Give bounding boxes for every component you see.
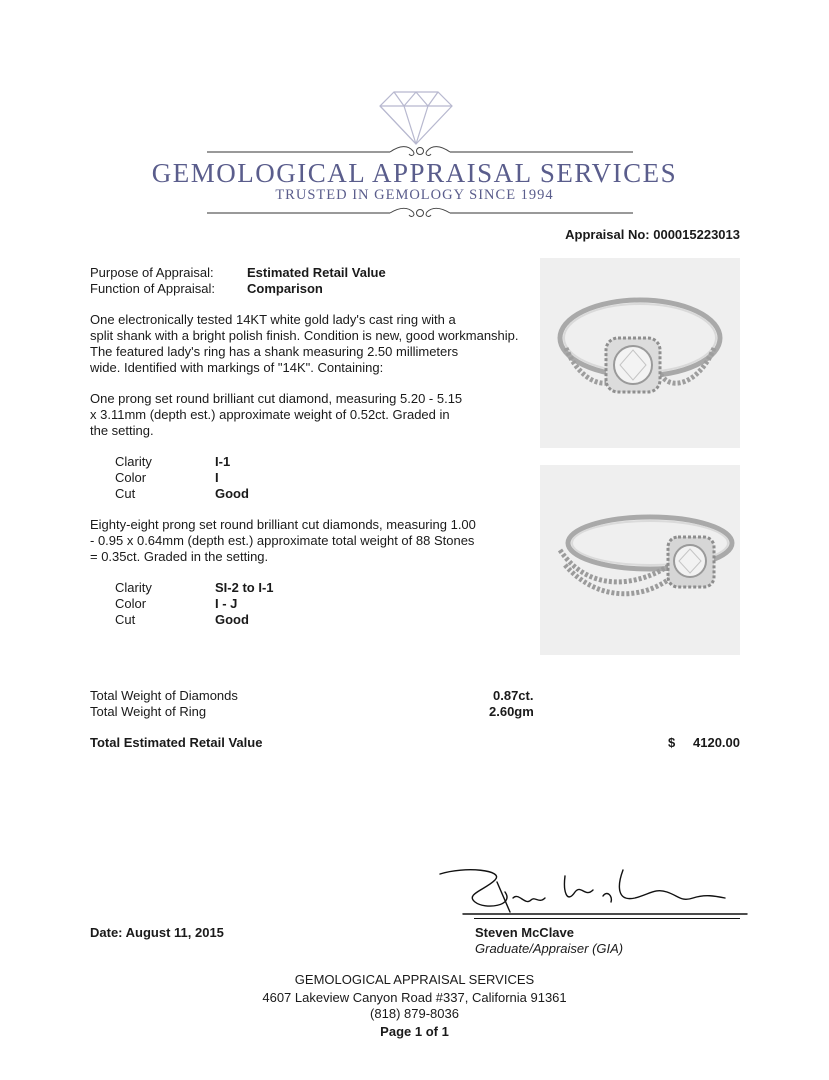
- footer-address: 4607 Lakeview Canyon Road #337, California 91361: [262, 990, 567, 1005]
- top-ornament-line: [205, 143, 635, 159]
- accent-grade-label: Clarity: [115, 580, 152, 595]
- appraisal-number: Appraisal No: 000015223013: [565, 227, 740, 242]
- total-diamonds-label: Total Weight of Diamonds: [90, 688, 238, 703]
- total-ring-value: 2.60gm: [489, 704, 534, 719]
- accent-grade-value: SI-2 to I-1: [215, 580, 274, 595]
- center-stone-description: [90, 391, 540, 439]
- center-grade-label: Clarity: [115, 454, 152, 469]
- function-value: Comparison: [247, 281, 323, 296]
- appraisal-date: Date: August 11, 2015: [90, 925, 224, 940]
- center-grade-label: Cut: [115, 486, 136, 501]
- accent-grade-label: Color: [115, 596, 147, 611]
- signature-icon: [435, 862, 750, 922]
- accent-stones-description: [90, 517, 540, 565]
- diamond-logo-icon: [376, 88, 456, 148]
- retail-value-amount: 4120.00: [693, 735, 740, 750]
- center-grade-value: I: [215, 470, 219, 485]
- accent-stones-line: = 0.35ct. Graded in the setting.: [90, 549, 269, 564]
- accent-grade-label: Cut: [115, 612, 136, 627]
- ring-description: [90, 312, 540, 376]
- footer-company: GEMOLOGICAL APPRAISAL SERVICES: [294, 972, 535, 987]
- accent-grade-value: I - J: [215, 596, 238, 611]
- center-stone-line: the setting.: [90, 423, 154, 438]
- center-stone-line: One prong set round brilliant cut diamond, measuring 5.20 - 5.15: [90, 391, 463, 406]
- signer-title: Graduate/Appraiser (GIA): [475, 941, 624, 956]
- center-grade-value: Good: [215, 486, 249, 501]
- accent-stones-line: - 0.95 x 0.64mm (depth est.) approximate total weight of 88 Stones: [90, 533, 475, 548]
- retail-value-currency: $: [668, 735, 676, 750]
- footer-phone: (818) 879-8036: [370, 1006, 459, 1021]
- description-line: split shank with a bright polish finish. Condition is new, good workmanship.: [90, 328, 519, 343]
- purpose-label: Purpose of Appraisal:: [90, 265, 214, 280]
- bottom-ornament-line: [205, 205, 635, 221]
- purpose-value: Estimated Retail Value: [247, 265, 386, 280]
- center-grade-value: I-1: [215, 454, 231, 469]
- ring-photo-side: [540, 465, 740, 655]
- signer-name: Steven McClave: [475, 925, 574, 940]
- company-tagline: TRUSTED IN GEMOLOGY SINCE 1994: [275, 187, 554, 203]
- ring-top-view-icon: [540, 258, 740, 448]
- total-ring-label: Total Weight of Ring: [90, 704, 207, 719]
- page-number: Page 1 of 1: [380, 1024, 449, 1039]
- ring-photo-top: [540, 258, 740, 448]
- signature-rule: [474, 918, 740, 919]
- center-stone-line: x 3.11mm (depth est.) approximate weight of 0.52ct. Graded in: [90, 407, 450, 422]
- retail-value-label: Total Estimated Retail Value: [90, 735, 263, 750]
- description-line: wide. Identified with markings of "14K". Containing:: [90, 360, 384, 375]
- function-label: Function of Appraisal:: [90, 281, 216, 296]
- center-grade-label: Color: [115, 470, 147, 485]
- description-line: The featured lady's ring has a shank measuring 2.50 millimeters: [90, 344, 459, 359]
- ring-side-view-icon: [540, 465, 740, 655]
- company-name: GEMOLOGICAL APPRAISAL SERVICES: [151, 158, 678, 188]
- accent-stones-line: Eighty-eight prong set round brilliant cut diamonds, measuring 1.00: [90, 517, 476, 532]
- description-line: One electronically tested 14KT white gold lady's cast ring with a: [90, 312, 456, 327]
- total-diamonds-value: 0.87ct.: [493, 688, 534, 703]
- accent-grade-value: Good: [215, 612, 249, 627]
